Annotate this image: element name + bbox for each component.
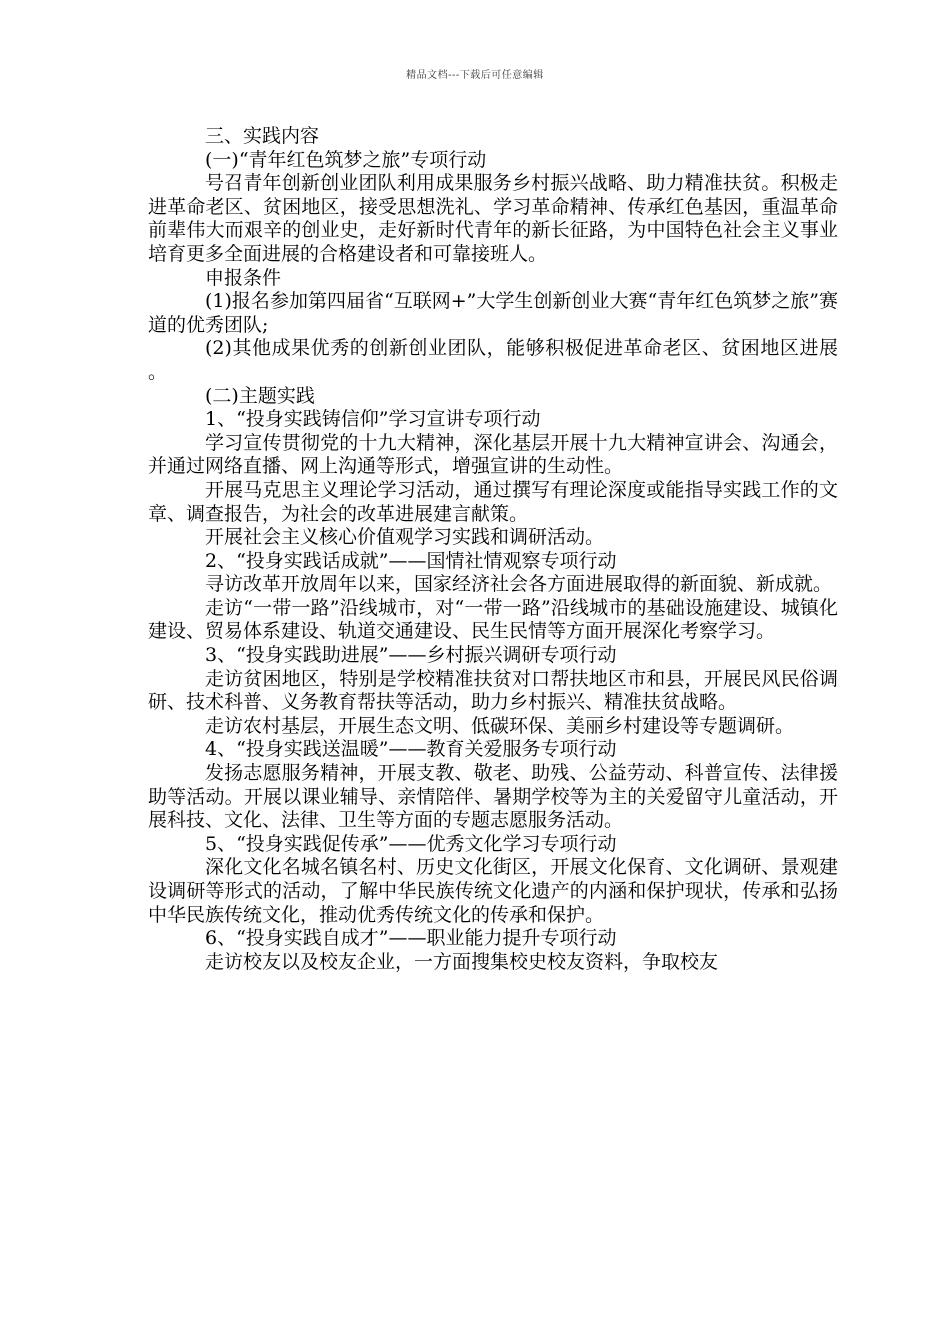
paragraph: 开展社会主义核心价值观学习实践和调研活动。 bbox=[205, 526, 605, 549]
list-item: (2)其他成果优秀的创新创业团队，能够积极促进革命老区、贫困地区进展。 bbox=[148, 337, 838, 383]
document-body bbox=[148, 125, 838, 974]
item-heading: 4、“投身实践送温暖”——教育关爱服务专项行动 bbox=[205, 738, 617, 761]
item-heading: 1、“投身实践铸信仰”学习宣讲专项行动 bbox=[205, 408, 541, 431]
item-heading: 6、“投身实践自成才”——职业能力提升专项行动 bbox=[205, 927, 617, 950]
paragraph: 走访校友以及校友企业，一方面搜集校史校友资料，争取校友 bbox=[205, 950, 719, 973]
subheading: 申报条件 bbox=[205, 266, 282, 289]
paragraph: 发扬志愿服务精神，开展支教、敬老、助残、公益劳动、科普宣传、法律援助等活动。开展以课业辅导、亲情陪伴、暑期学校等为主的关爱留守儿童活动，开展科技、文化、法律、卫生等方面的专题志愿服务活动。 bbox=[148, 762, 838, 832]
subsection-heading: (一)“青年红色筑梦之旅”专项行动 bbox=[205, 148, 487, 171]
subsection-heading: (二)主题实践 bbox=[205, 384, 315, 407]
section-heading: 三、实践内容 bbox=[205, 125, 320, 147]
paragraph: 学习宣传贯彻党的十九大精神，深化基层开展十九大精神宣讲会、沟通会，并通过网络直播、网上沟通等形式，增强宣讲的生动性。 bbox=[148, 431, 838, 478]
paragraph: 走访贫困地区，特别是学校精准扶贫对口帮扶地区市和县，开展民风民俗调研、技术科普、义务教育帮扶等活动，助力乡村振兴、精准扶贫战略。 bbox=[148, 667, 838, 714]
paragraph: 深化文化名城名镇名村、历史文化街区，开展文化保育、文化调研、景观建设调研等形式的活动，了解中华民族传统文化遗产的内涵和保护现状，传承和弘扬中华民族传统文化，推动优秀传统文化的传承和保护。 bbox=[148, 856, 838, 926]
item-heading: 3、“投身实践助进展”——乡村振兴调研专项行动 bbox=[205, 644, 617, 667]
item-heading: 2、“投身实践话成就”——国情社情观察专项行动 bbox=[205, 549, 617, 572]
item-heading: 5、“投身实践促传承”——优秀文化学习专项行动 bbox=[205, 832, 617, 855]
page-header: 精品文档---下载后可任意编辑 bbox=[406, 70, 544, 81]
paragraph: 寻访改革开放周年以来，国家经济社会各方面进展取得的新面貌、新成就。 bbox=[205, 573, 833, 596]
paragraph: 走访农村基层，开展生态文明、低碳环保、美丽乡村建设等专题调研。 bbox=[205, 714, 795, 737]
paragraph: 走访“一带一路”沿线城市，对“一带一路”沿线城市的基础设施建设、城镇化建设、贸易体系建设、轨道交通建设、民生民情等方面开展深化考察学习。 bbox=[148, 596, 838, 643]
paragraph: 号召青年创新创业团队利用成果服务乡村振兴战略、助力精准扶贫。积极走进革命老区、贫困地区，接受思想洗礼、学习革命精神、传承红色基因，重温革命前辈伟大而艰辛的创业史，走好新时代青年的新长征路，为中国特色社会主义事业培育更多全面进展的合格建设者和可靠接班人。 bbox=[148, 172, 838, 265]
list-item: (1)报名参加第四届省“互联网+”大学生创新创业大赛“青年红色筑梦之旅”赛道的优秀团队; bbox=[148, 290, 838, 336]
paragraph: 开展马克思主义理论学习活动，通过撰写有理论深度或能指导实践工作的文章、调查报告，为社会的改革进展建言献策。 bbox=[148, 478, 838, 525]
